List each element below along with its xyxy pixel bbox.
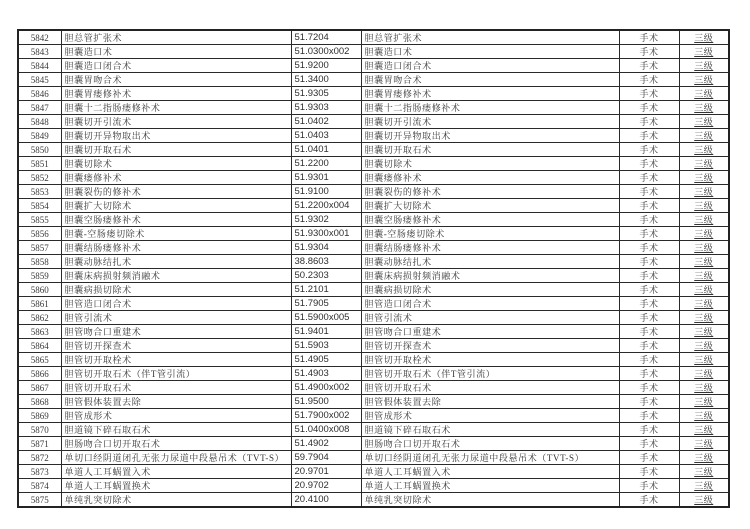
category-cell: 手术 <box>619 129 679 143</box>
seq-cell: 5875 <box>18 493 61 508</box>
category-cell: 手术 <box>619 171 679 185</box>
code-cell: 20.4100 <box>291 493 361 508</box>
procedure-name-cell: 胆总管扩张术 <box>61 30 291 45</box>
seq-cell: 5856 <box>18 227 61 241</box>
procedure-name-cell: 胆囊动脉结扎术 <box>61 255 291 269</box>
procedure-name-2-cell: 胆囊造口术 <box>361 45 619 59</box>
seq-cell: 5858 <box>18 255 61 269</box>
table-row <box>18 437 729 451</box>
procedure-name-2-cell: 胆管切开取石术 <box>361 381 619 395</box>
table-row <box>18 297 729 311</box>
procedure-name-cell: 胆囊胃吻合术 <box>61 73 291 87</box>
level-cell: 三级 <box>679 325 729 339</box>
procedure-name-cell: 胆囊造口闭合术 <box>61 59 291 73</box>
category-cell: 手术 <box>619 479 679 493</box>
table-row <box>18 367 729 381</box>
level-cell: 三级 <box>679 353 729 367</box>
procedure-name-cell: 胆囊切开异物取出术 <box>61 129 291 143</box>
procedure-name-2-cell: 胆囊空肠瘘修补术 <box>361 213 619 227</box>
level-cell: 三级 <box>679 297 729 311</box>
table-row <box>18 353 729 367</box>
category-cell: 手术 <box>619 115 679 129</box>
level-cell: 三级 <box>679 30 729 45</box>
seq-cell: 5843 <box>18 45 61 59</box>
procedure-name-2-cell: 胆道镜下碎石取石术 <box>361 423 619 437</box>
procedure-name-cell: 胆囊十二指肠瘘修补术 <box>61 101 291 115</box>
category-cell: 手术 <box>619 269 679 283</box>
code-cell: 38.8603 <box>291 255 361 269</box>
table-row <box>18 339 729 353</box>
category-cell: 手术 <box>619 297 679 311</box>
procedure-name-cell: 单切口经阴道闭孔无张力尿道中段悬吊术（TVT-S） <box>61 451 291 465</box>
seq-cell: 5847 <box>18 101 61 115</box>
category-cell: 手术 <box>619 143 679 157</box>
procedure-name-2-cell: 胆肠吻合口切开取石术 <box>361 437 619 451</box>
seq-cell: 5849 <box>18 129 61 143</box>
category-cell: 手术 <box>619 465 679 479</box>
category-cell: 手术 <box>619 157 679 171</box>
procedure-name-cell: 胆囊结肠瘘修补术 <box>61 241 291 255</box>
table-row <box>18 409 729 423</box>
table-row <box>18 129 729 143</box>
seq-cell: 5873 <box>18 465 61 479</box>
level-cell: 三级 <box>679 255 729 269</box>
procedure-name-2-cell: 胆囊胃瘘修补术 <box>361 87 619 101</box>
procedure-name-2-cell: 胆囊切开取石术 <box>361 143 619 157</box>
table-row <box>18 227 729 241</box>
category-cell: 手术 <box>619 45 679 59</box>
table-row <box>18 171 729 185</box>
level-cell: 三级 <box>679 199 729 213</box>
code-cell: 51.7204 <box>291 30 361 45</box>
category-cell: 手术 <box>619 87 679 101</box>
procedure-name-cell: 胆管切开取栓术 <box>61 353 291 367</box>
table-row <box>18 30 729 45</box>
code-cell: 51.9302 <box>291 213 361 227</box>
category-cell: 手术 <box>619 493 679 508</box>
procedure-name-cell: 胆囊空肠瘘修补术 <box>61 213 291 227</box>
procedure-name-cell: 胆管切开取石术（伴T管引流） <box>61 367 291 381</box>
level-cell: 三级 <box>679 241 729 255</box>
seq-cell: 5844 <box>18 59 61 73</box>
procedure-name-2-cell: 单道人工耳蜗置换术 <box>361 479 619 493</box>
code-cell: 51.7905 <box>291 297 361 311</box>
seq-cell: 5863 <box>18 325 61 339</box>
category-cell: 手术 <box>619 395 679 409</box>
procedure-name-2-cell: 胆囊切除术 <box>361 157 619 171</box>
procedure-name-2-cell: 胆囊十二指肠瘘修补术 <box>361 101 619 115</box>
seq-cell: 5850 <box>18 143 61 157</box>
category-cell: 手术 <box>619 73 679 87</box>
seq-cell: 5870 <box>18 423 61 437</box>
code-cell: 51.0300x002 <box>291 45 361 59</box>
table-row <box>18 465 729 479</box>
procedure-name-2-cell: 胆管切开取石术（伴T管引流） <box>361 367 619 381</box>
procedure-name-2-cell: 胆管引流术 <box>361 311 619 325</box>
level-cell: 三级 <box>679 465 729 479</box>
level-cell: 三级 <box>679 101 729 115</box>
category-cell: 手术 <box>619 199 679 213</box>
seq-cell: 5871 <box>18 437 61 451</box>
code-cell: 51.9305 <box>291 87 361 101</box>
seq-cell: 5869 <box>18 409 61 423</box>
category-cell: 手术 <box>619 353 679 367</box>
seq-cell: 5854 <box>18 199 61 213</box>
category-cell: 手术 <box>619 30 679 45</box>
seq-cell: 5852 <box>18 171 61 185</box>
procedure-name-2-cell: 胆囊裂伤的修补术 <box>361 185 619 199</box>
seq-cell: 5845 <box>18 73 61 87</box>
table-row <box>18 269 729 283</box>
category-cell: 手术 <box>619 423 679 437</box>
table-row <box>18 479 729 493</box>
procedure-name-cell: 胆肠吻合口切开取石术 <box>61 437 291 451</box>
procedure-name-cell: 胆管造口闭合术 <box>61 297 291 311</box>
procedure-name-2-cell: 胆管造口闭合术 <box>361 297 619 311</box>
level-cell: 三级 <box>679 479 729 493</box>
seq-cell: 5860 <box>18 283 61 297</box>
level-cell: 三级 <box>679 283 729 297</box>
level-cell: 三级 <box>679 451 729 465</box>
category-cell: 手术 <box>619 185 679 199</box>
code-cell: 51.3400 <box>291 73 361 87</box>
level-cell: 三级 <box>679 381 729 395</box>
procedure-name-2-cell: 胆囊动脉结扎术 <box>361 255 619 269</box>
category-cell: 手术 <box>619 367 679 381</box>
code-cell: 51.2200 <box>291 157 361 171</box>
category-cell: 手术 <box>619 283 679 297</box>
code-cell: 51.4902 <box>291 437 361 451</box>
procedure-name-2-cell: 单切口经阴道闭孔无张力尿道中段悬吊术（TVT-S） <box>361 451 619 465</box>
code-cell: 51.5903 <box>291 339 361 353</box>
level-cell: 三级 <box>679 493 729 508</box>
code-cell: 51.9200 <box>291 59 361 73</box>
category-cell: 手术 <box>619 241 679 255</box>
procedure-name-2-cell: 胆囊瘘修补术 <box>361 171 619 185</box>
level-cell: 三级 <box>679 115 729 129</box>
level-cell: 三级 <box>679 367 729 381</box>
category-cell: 手术 <box>619 255 679 269</box>
seq-cell: 5859 <box>18 269 61 283</box>
code-cell: 51.7900x002 <box>291 409 361 423</box>
level-cell: 三级 <box>679 129 729 143</box>
procedure-name-2-cell: 胆囊造口闭合术 <box>361 59 619 73</box>
code-cell: 51.9303 <box>291 101 361 115</box>
code-cell: 51.0403 <box>291 129 361 143</box>
level-cell: 三级 <box>679 185 729 199</box>
procedure-name-cell: 胆道镜下碎石取石术 <box>61 423 291 437</box>
code-cell: 51.0402 <box>291 115 361 129</box>
procedure-name-2-cell: 胆管吻合口重建术 <box>361 325 619 339</box>
level-cell: 三级 <box>679 437 729 451</box>
level-cell: 三级 <box>679 311 729 325</box>
category-cell: 手术 <box>619 213 679 227</box>
table-row <box>18 73 729 87</box>
seq-cell: 5853 <box>18 185 61 199</box>
level-cell: 三级 <box>679 423 729 437</box>
level-cell: 三级 <box>679 269 729 283</box>
procedure-name-cell: 胆管假体装置去除 <box>61 395 291 409</box>
code-cell: 51.9300x001 <box>291 227 361 241</box>
procedure-name-2-cell: 胆管假体装置去除 <box>361 395 619 409</box>
table-row <box>18 423 729 437</box>
code-cell: 51.5900x005 <box>291 311 361 325</box>
code-cell: 51.4905 <box>291 353 361 367</box>
seq-cell: 5865 <box>18 353 61 367</box>
category-cell: 手术 <box>619 311 679 325</box>
procedure-name-2-cell: 胆囊胃吻合术 <box>361 73 619 87</box>
category-cell: 手术 <box>619 227 679 241</box>
procedure-name-cell: 单纯乳突切除术 <box>61 493 291 508</box>
seq-cell: 5861 <box>18 297 61 311</box>
procedure-name-cell: 胆囊造口术 <box>61 45 291 59</box>
table-row <box>18 101 729 115</box>
seq-cell: 5872 <box>18 451 61 465</box>
code-cell: 51.9401 <box>291 325 361 339</box>
table-row <box>18 241 729 255</box>
level-cell: 三级 <box>679 227 729 241</box>
code-cell: 51.0401 <box>291 143 361 157</box>
table-row <box>18 143 729 157</box>
code-cell: 20.9701 <box>291 465 361 479</box>
seq-cell: 5848 <box>18 115 61 129</box>
procedure-name-cell: 胆囊切除术 <box>61 157 291 171</box>
procedure-name-cell: 单道人工耳蜗置换术 <box>61 479 291 493</box>
code-cell: 51.0400x008 <box>291 423 361 437</box>
category-cell: 手术 <box>619 451 679 465</box>
procedure-name-cell: 胆囊切开取石术 <box>61 143 291 157</box>
code-cell: 51.2101 <box>291 283 361 297</box>
seq-cell: 5846 <box>18 87 61 101</box>
table-row <box>18 115 729 129</box>
procedure-name-cell: 胆管成形术 <box>61 409 291 423</box>
procedure-name-cell: 胆管切开取石术 <box>61 381 291 395</box>
procedure-name-2-cell: 胆囊病损切除术 <box>361 283 619 297</box>
procedure-name-cell: 胆囊裂伤的修补术 <box>61 185 291 199</box>
code-cell: 59.7904 <box>291 451 361 465</box>
seq-cell: 5857 <box>18 241 61 255</box>
procedure-name-cell: 胆囊切开引流术 <box>61 115 291 129</box>
procedure-name-2-cell: 胆囊扩大切除术 <box>361 199 619 213</box>
procedure-name-cell: 胆管吻合口重建术 <box>61 325 291 339</box>
category-cell: 手术 <box>619 339 679 353</box>
procedure-name-2-cell: 单纯乳突切除术 <box>361 493 619 508</box>
code-cell: 51.9100 <box>291 185 361 199</box>
category-cell: 手术 <box>619 437 679 451</box>
seq-cell: 5862 <box>18 311 61 325</box>
procedure-name-cell: 胆管引流术 <box>61 311 291 325</box>
code-cell: 20.9702 <box>291 479 361 493</box>
procedure-name-2-cell: 胆管成形术 <box>361 409 619 423</box>
table-row <box>18 283 729 297</box>
table-row <box>18 451 729 465</box>
procedure-name-2-cell: 胆管切开取栓术 <box>361 353 619 367</box>
category-cell: 手术 <box>619 409 679 423</box>
procedure-name-2-cell: 胆管切开探查术 <box>361 339 619 353</box>
code-cell: 51.9301 <box>291 171 361 185</box>
level-cell: 三级 <box>679 171 729 185</box>
table-row <box>18 199 729 213</box>
seq-cell: 5866 <box>18 367 61 381</box>
table-row <box>18 381 729 395</box>
category-cell: 手术 <box>619 325 679 339</box>
level-cell: 三级 <box>679 395 729 409</box>
seq-cell: 5855 <box>18 213 61 227</box>
procedure-name-2-cell: 胆囊床病损射频消融术 <box>361 269 619 283</box>
table-row <box>18 255 729 269</box>
code-cell: 51.9304 <box>291 241 361 255</box>
seq-cell: 5864 <box>18 339 61 353</box>
level-cell: 三级 <box>679 213 729 227</box>
procedure-name-2-cell: 胆囊-空肠瘘切除术 <box>361 227 619 241</box>
seq-cell: 5867 <box>18 381 61 395</box>
category-cell: 手术 <box>619 101 679 115</box>
code-cell: 51.2200x004 <box>291 199 361 213</box>
table-row <box>18 311 729 325</box>
procedure-name-cell: 胆囊-空肠瘘切除术 <box>61 227 291 241</box>
table-row <box>18 45 729 59</box>
table-row <box>18 213 729 227</box>
code-cell: 51.4900x002 <box>291 381 361 395</box>
level-cell: 三级 <box>679 339 729 353</box>
table-row <box>18 395 729 409</box>
category-cell: 手术 <box>619 381 679 395</box>
procedure-name-cell: 胆囊病损切除术 <box>61 283 291 297</box>
procedure-name-2-cell: 胆总管扩张术 <box>361 30 619 45</box>
procedure-name-cell: 胆囊瘘修补术 <box>61 171 291 185</box>
level-cell: 三级 <box>679 45 729 59</box>
level-cell: 三级 <box>679 409 729 423</box>
code-cell: 51.4903 <box>291 367 361 381</box>
level-cell: 三级 <box>679 157 729 171</box>
procedure-name-2-cell: 胆囊结肠瘘修补术 <box>361 241 619 255</box>
table-body <box>18 30 729 507</box>
code-cell: 50.2303 <box>291 269 361 283</box>
seq-cell: 5874 <box>18 479 61 493</box>
procedure-name-2-cell: 胆囊切开引流术 <box>361 115 619 129</box>
procedure-name-cell: 胆管切开探查术 <box>61 339 291 353</box>
procedure-catalog-table <box>17 29 730 508</box>
seq-cell: 5851 <box>18 157 61 171</box>
code-cell: 51.9500 <box>291 395 361 409</box>
table-row <box>18 59 729 73</box>
procedure-name-cell: 胆囊扩大切除术 <box>61 199 291 213</box>
table-row <box>18 87 729 101</box>
level-cell: 三级 <box>679 87 729 101</box>
level-cell: 三级 <box>679 73 729 87</box>
procedure-name-cell: 单道人工耳蜗置入术 <box>61 465 291 479</box>
level-cell: 三级 <box>679 143 729 157</box>
table-row <box>18 493 729 508</box>
procedure-name-cell: 胆囊胃瘘修补术 <box>61 87 291 101</box>
procedure-name-2-cell: 单道人工耳蜗置入术 <box>361 465 619 479</box>
table-row <box>18 157 729 171</box>
category-cell: 手术 <box>619 59 679 73</box>
procedure-name-cell: 胆囊床病损射频消融术 <box>61 269 291 283</box>
procedure-name-2-cell: 胆囊切开异物取出术 <box>361 129 619 143</box>
seq-cell: 5842 <box>18 30 61 45</box>
table-row <box>18 185 729 199</box>
level-cell: 三级 <box>679 59 729 73</box>
seq-cell: 5868 <box>18 395 61 409</box>
table-row <box>18 325 729 339</box>
